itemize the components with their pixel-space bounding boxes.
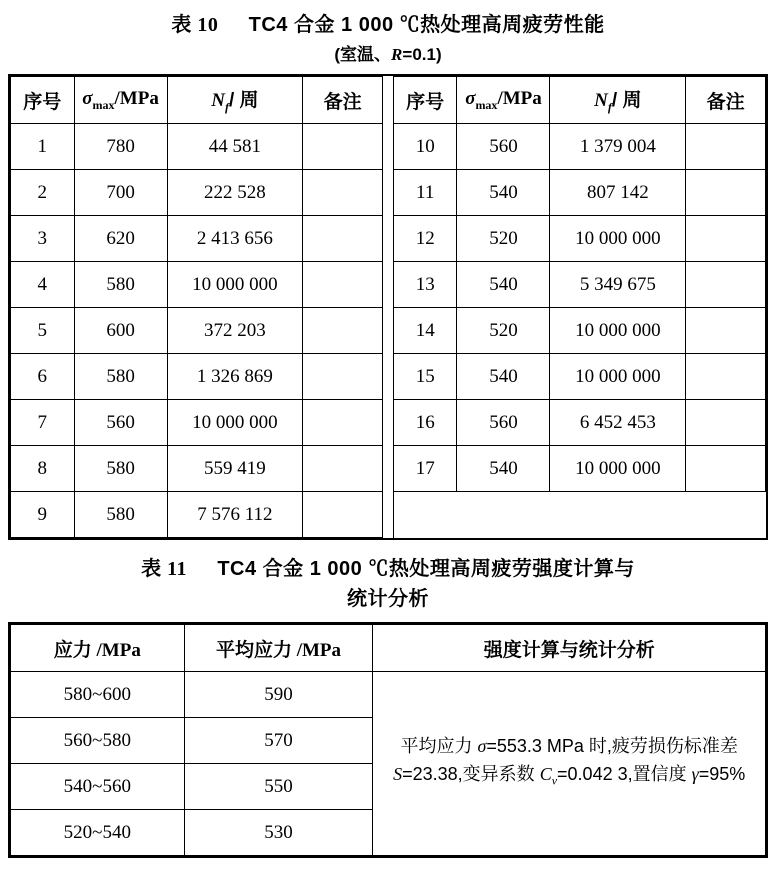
table11-header-row bbox=[11, 625, 766, 672]
cell-empty bbox=[686, 492, 766, 538]
cell-cycles: 10 000 000 bbox=[550, 308, 686, 354]
cell-remark bbox=[686, 446, 766, 492]
cell-stress: 580 bbox=[74, 446, 167, 492]
cell-remark bbox=[686, 354, 766, 400]
cell-remark bbox=[303, 446, 383, 492]
cell-stress: 520 bbox=[457, 308, 550, 354]
cell-stress: 580 bbox=[74, 262, 167, 308]
table-row bbox=[11, 400, 766, 446]
cell-seq: 2 bbox=[11, 170, 75, 216]
cell-cycles: 7 576 112 bbox=[167, 492, 303, 538]
cell-stress: 540 bbox=[457, 446, 550, 492]
table-row bbox=[11, 308, 766, 354]
column-gap bbox=[383, 308, 394, 354]
cell-stress: 540 bbox=[457, 354, 550, 400]
cell-empty bbox=[393, 492, 457, 538]
cell-mean-stress: 570 bbox=[184, 718, 373, 764]
column-gap bbox=[383, 446, 394, 492]
cell-stress: 560 bbox=[74, 400, 167, 446]
cell-stress: 560 bbox=[457, 124, 550, 170]
cell-seq: 7 bbox=[11, 400, 75, 446]
header-stress-left: $\sigma_{max}$/MPa bbox=[74, 77, 167, 124]
cell-remark bbox=[686, 262, 766, 308]
column-gap bbox=[383, 77, 394, 124]
cell-seq: 15 bbox=[393, 354, 457, 400]
header-stress-right: $\sigma_{max}$/MPa bbox=[457, 77, 550, 124]
cell-stress: 780 bbox=[74, 124, 167, 170]
cell-seq: 10 bbox=[393, 124, 457, 170]
table11-caption-number: 表 11 bbox=[141, 558, 188, 580]
table11-caption-line2: 统计分析 bbox=[347, 588, 429, 610]
table-row bbox=[11, 492, 766, 538]
column-gap bbox=[383, 354, 394, 400]
table-row bbox=[11, 446, 766, 492]
cell-cycles: 6 452 453 bbox=[550, 400, 686, 446]
cell-remark bbox=[303, 354, 383, 400]
cell-stress-range: 580~600 bbox=[11, 672, 185, 718]
cell-cycles: 372 203 bbox=[167, 308, 303, 354]
table-row bbox=[11, 124, 766, 170]
table10-caption-number: 表 10 bbox=[171, 14, 219, 36]
cell-stress-range: 520~540 bbox=[11, 810, 185, 856]
cell-remark bbox=[303, 400, 383, 446]
table-row bbox=[11, 216, 766, 262]
cell-stress: 560 bbox=[457, 400, 550, 446]
table10 bbox=[10, 76, 766, 538]
cell-seq: 3 bbox=[11, 216, 75, 262]
header-stress-range: 应力 /MPa bbox=[11, 625, 185, 672]
table11 bbox=[10, 624, 766, 856]
cell-analysis: 平均应力 σ=553.3 MPa 时,疲劳损伤标准差 S=23.38,变异系数 $C_v=0.042$ 3,置信度 γ=95% bbox=[373, 672, 766, 856]
cell-remark bbox=[303, 262, 383, 308]
cell-stress-range: 540~560 bbox=[11, 764, 185, 810]
column-gap bbox=[383, 400, 394, 446]
cell-empty bbox=[457, 492, 550, 538]
cell-mean-stress: 550 bbox=[184, 764, 373, 810]
cell-cycles: 10 000 000 bbox=[167, 400, 303, 446]
cell-remark bbox=[686, 308, 766, 354]
table11-caption-title: TC4 合金 1 000 ℃热处理高周疲劳强度计算与 bbox=[217, 558, 635, 580]
column-gap bbox=[383, 216, 394, 262]
cell-remark bbox=[686, 124, 766, 170]
cell-stress: 520 bbox=[457, 216, 550, 262]
cell-seq: 5 bbox=[11, 308, 75, 354]
cell-cycles: 807 142 bbox=[550, 170, 686, 216]
table10-header-row bbox=[11, 77, 766, 124]
cell-mean-stress: 590 bbox=[184, 672, 373, 718]
cell-stress: 620 bbox=[74, 216, 167, 262]
table10-subtitle-symbol: R bbox=[391, 45, 403, 64]
table-row bbox=[11, 672, 766, 718]
cell-cycles: 44 581 bbox=[167, 124, 303, 170]
cell-seq: 9 bbox=[11, 492, 75, 538]
table10-caption-subtitle bbox=[8, 42, 768, 68]
table10-caption bbox=[8, 10, 768, 40]
cell-cycles: 10 000 000 bbox=[167, 262, 303, 308]
cell-stress: 700 bbox=[74, 170, 167, 216]
header-analysis: 强度计算与统计分析 bbox=[373, 625, 766, 672]
cell-remark bbox=[303, 216, 383, 262]
header-cycles-right: $N_f/$ 周 bbox=[550, 77, 686, 124]
cell-seq: 14 bbox=[393, 308, 457, 354]
header-remark-right: 备注 bbox=[686, 77, 766, 124]
cell-seq: 8 bbox=[11, 446, 75, 492]
cell-seq: 16 bbox=[393, 400, 457, 446]
cell-seq: 4 bbox=[11, 262, 75, 308]
cell-remark bbox=[686, 400, 766, 446]
cell-remark bbox=[686, 216, 766, 262]
cell-stress-range: 560~580 bbox=[11, 718, 185, 764]
column-gap bbox=[383, 124, 394, 170]
cell-seq: 11 bbox=[393, 170, 457, 216]
cell-remark bbox=[303, 124, 383, 170]
table10-body bbox=[11, 124, 766, 538]
cell-seq: 6 bbox=[11, 354, 75, 400]
table10-wrapper bbox=[8, 74, 768, 540]
table-row bbox=[11, 354, 766, 400]
column-gap bbox=[383, 170, 394, 216]
cell-seq: 1 bbox=[11, 124, 75, 170]
table10-caption-title: TC4 合金 1 000 ℃热处理高周疲劳性能 bbox=[248, 14, 605, 36]
cell-cycles: 222 528 bbox=[167, 170, 303, 216]
cell-cycles: 10 000 000 bbox=[550, 354, 686, 400]
cell-cycles: 1 379 004 bbox=[550, 124, 686, 170]
cell-stress: 540 bbox=[457, 262, 550, 308]
cell-remark bbox=[303, 170, 383, 216]
cell-mean-stress: 530 bbox=[184, 810, 373, 856]
header-seq-right: 序号 bbox=[393, 77, 457, 124]
table11-caption bbox=[8, 554, 768, 584]
cell-cycles: 10 000 000 bbox=[550, 216, 686, 262]
column-gap bbox=[383, 492, 394, 538]
column-gap bbox=[383, 262, 394, 308]
cell-cycles: 10 000 000 bbox=[550, 446, 686, 492]
cell-stress: 540 bbox=[457, 170, 550, 216]
header-remark-left: 备注 bbox=[303, 77, 383, 124]
table-row bbox=[11, 262, 766, 308]
cell-remark bbox=[686, 170, 766, 216]
cell-remark bbox=[303, 308, 383, 354]
cell-stress: 600 bbox=[74, 308, 167, 354]
cell-cycles: 559 419 bbox=[167, 446, 303, 492]
header-mean-stress: 平均应力 /MPa bbox=[184, 625, 373, 672]
cell-empty bbox=[550, 492, 686, 538]
cell-stress: 580 bbox=[74, 354, 167, 400]
table11-wrapper bbox=[8, 622, 768, 858]
document-page bbox=[0, 10, 776, 893]
table11-body bbox=[11, 672, 766, 856]
cell-seq: 12 bbox=[393, 216, 457, 262]
header-seq-left: 序号 bbox=[11, 77, 75, 124]
cell-cycles: 5 349 675 bbox=[550, 262, 686, 308]
table-row bbox=[11, 170, 766, 216]
cell-remark bbox=[303, 492, 383, 538]
table10-subtitle-right: =0.1) bbox=[402, 45, 442, 64]
table10-subtitle-left: (室温、 bbox=[334, 45, 392, 64]
cell-cycles: 1 326 869 bbox=[167, 354, 303, 400]
cell-cycles: 2 413 656 bbox=[167, 216, 303, 262]
cell-seq: 13 bbox=[393, 262, 457, 308]
cell-stress: 580 bbox=[74, 492, 167, 538]
header-cycles-left: $N_f/$ 周 bbox=[167, 77, 303, 124]
cell-seq: 17 bbox=[393, 446, 457, 492]
